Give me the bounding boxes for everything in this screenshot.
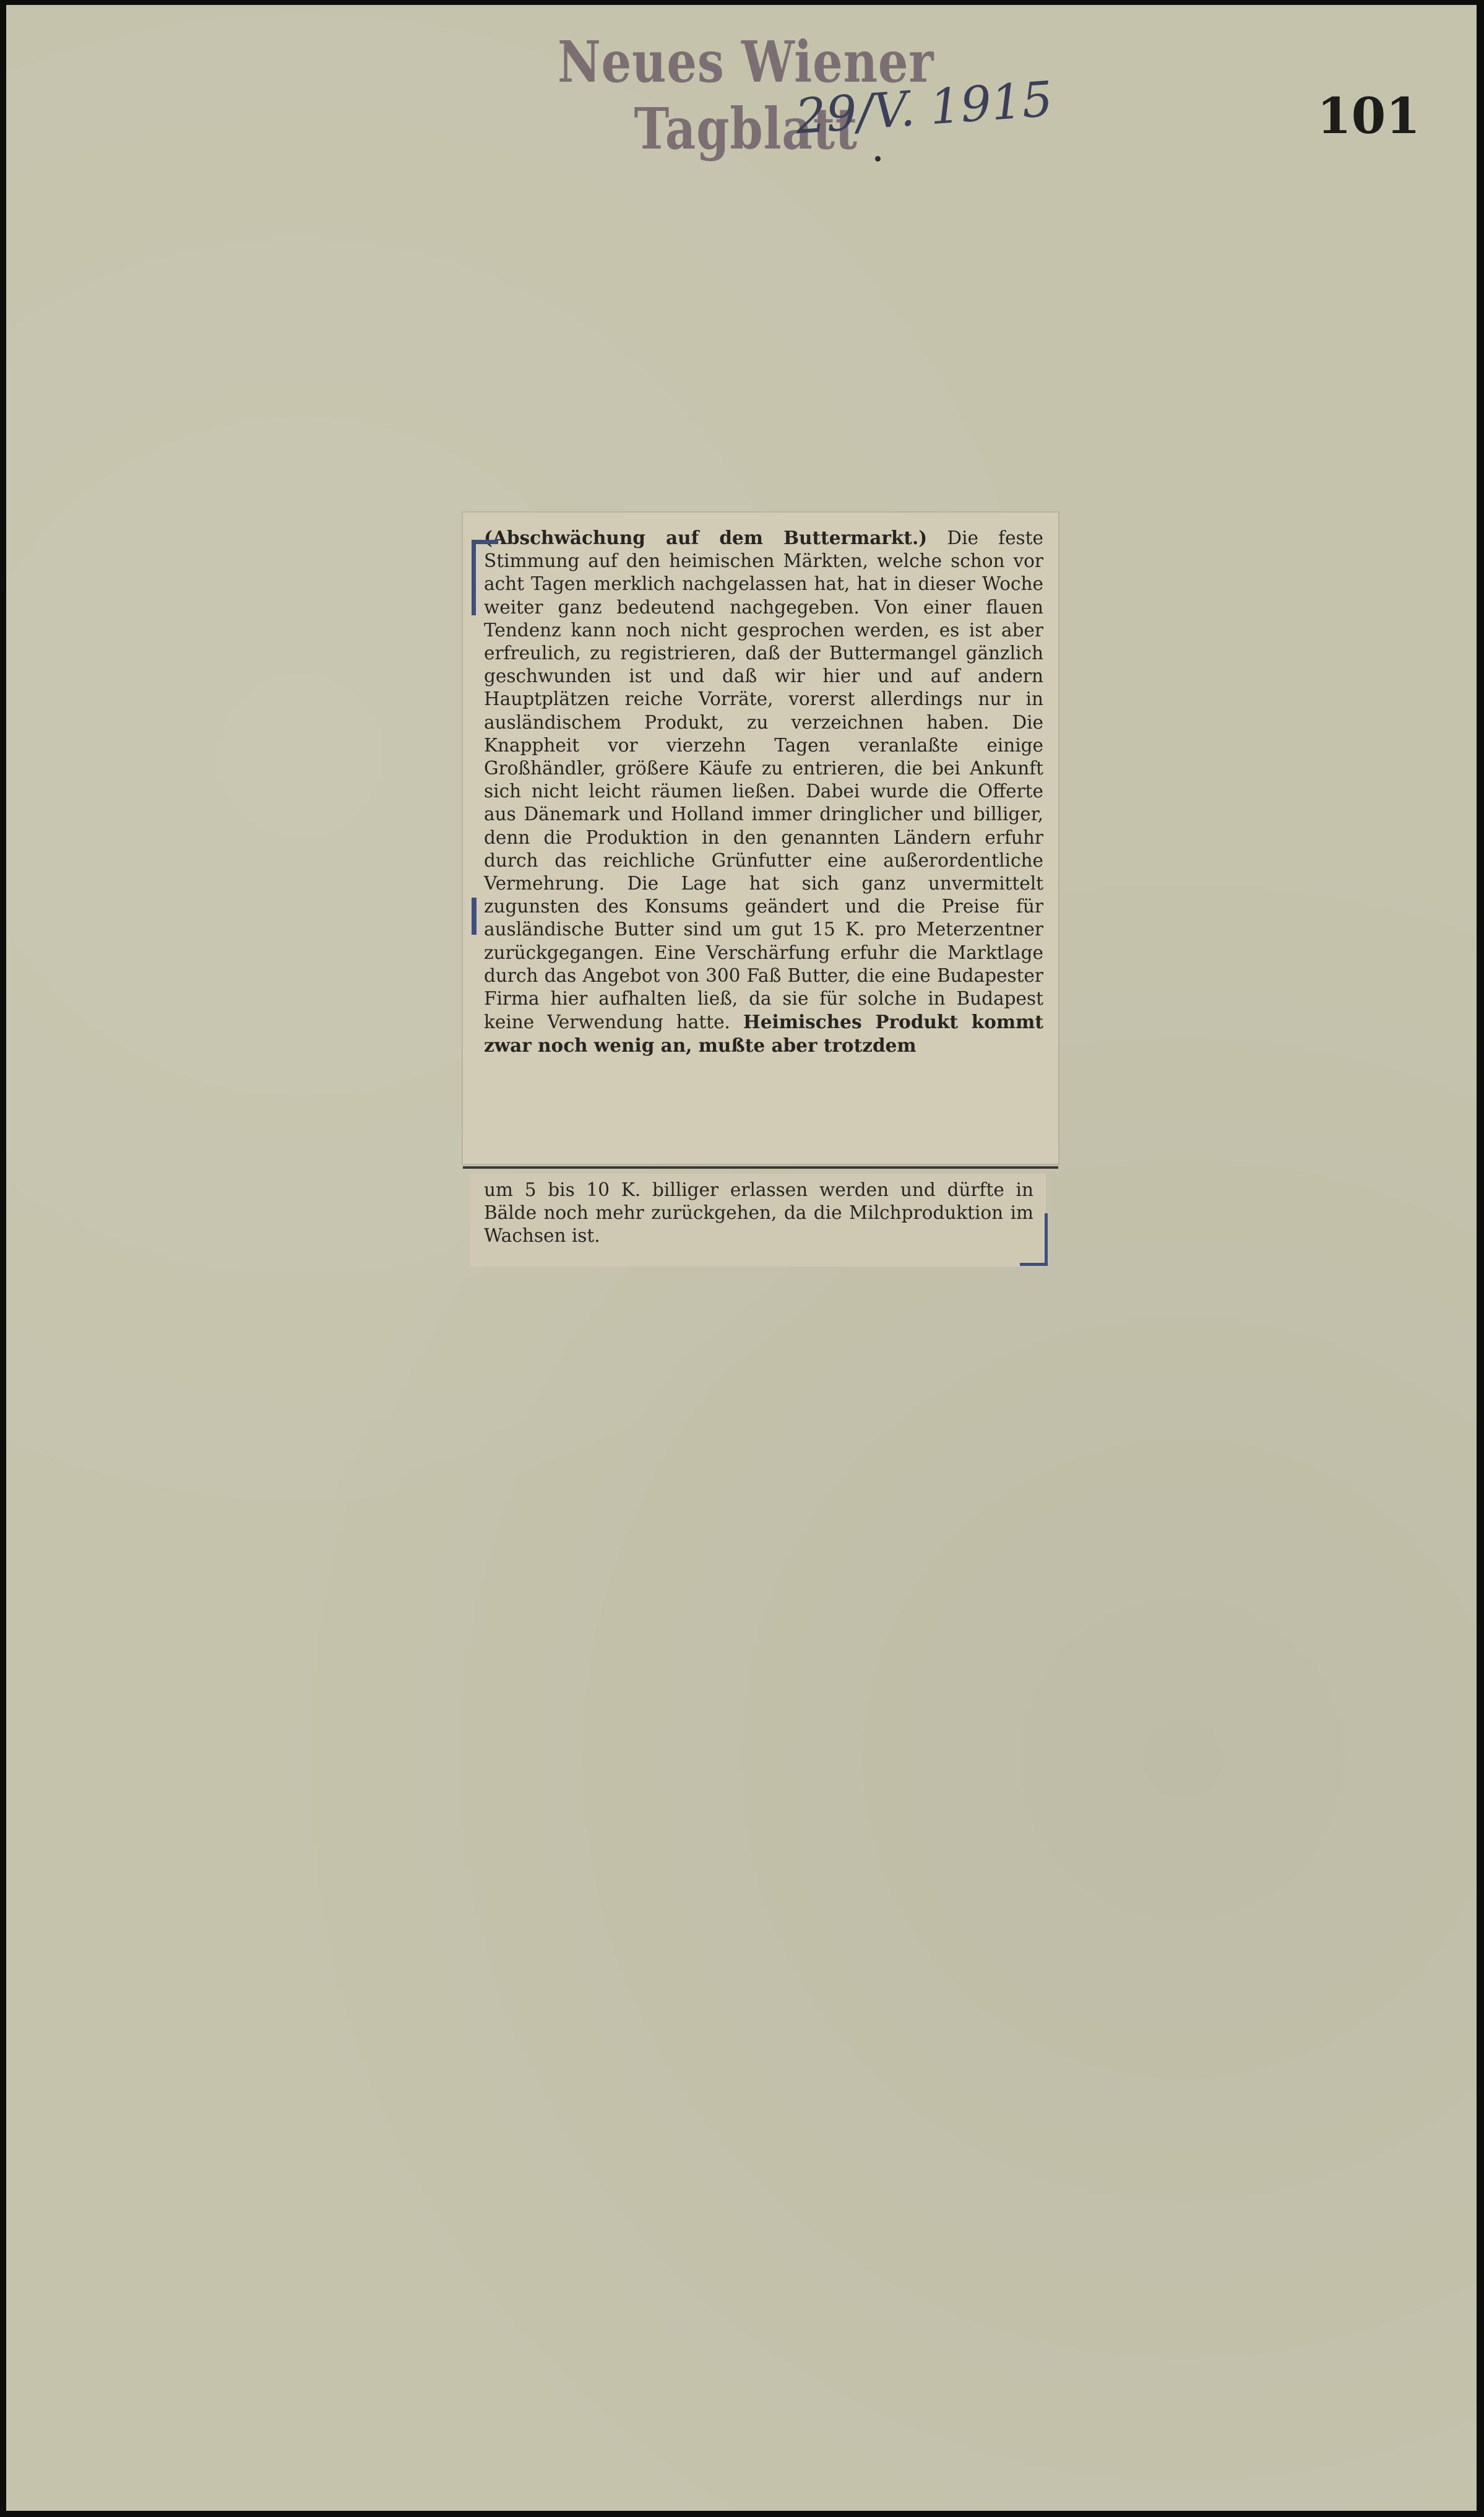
continuation-text: um 5 bis 10 K. billiger erlassen werden und dürfte in Bälde noch mehr zurückgehen, da die Milchproduktion im Wachsen ist. <box>484 1179 1033 1246</box>
article-text <box>484 526 1043 1058</box>
newspaper-clipping <box>463 513 1058 1164</box>
handwritten-date: 29/V. 1915 <box>793 71 1055 145</box>
pencil-bracket-top-left <box>472 540 498 615</box>
pencil-margin-mark <box>472 898 477 935</box>
article-body: Die feste Stimmung auf den heimischen Märkten, welche schon vor acht Tagen merklich nachgelassen hat, hat in dieser Woche weiter ganz bedeutend nachgegeben. Von einer flauen Tendenz kann noch nicht gesprochen werden, es ist aber erfreulich, zu registrieren, daß der Buttermangel gänzlich geschwunden ist und daß wir hier und auf andern Hauptplätzen reiche Vorräte, vorerst allerdings nur in ausländischem Produkt, zu verzeichnen haben. Die Knappheit vor vierzehn Tagen veranlaßte einige Großhändler, größere Käufe zu entrieren, die bei Ankunft sich nicht leicht räumen ließen. Dabei wurde die Offerte aus Dänemark und Holland immer dringlicher und billiger, denn die Produktion in den genannten Ländern erfuhr durch das reichliche Grünfutter eine außerordentliche Vermehrung. Die Lage hat sich ganz unvermittelt zugunsten des Konsums geändert und die Preise für ausländische Butter sind um gut 15 K. pro Meterzentner zurückgegangen. Eine Verschärfung erfuhr die Marktlage durch das Angebot von 300 Faß Butter, die eine Budapester Firma hier aufhalten ließ, da sie für solche in Budapest keine Verwendung hatte. <box>484 527 1043 1033</box>
page-number: 101 <box>1317 87 1420 145</box>
pencil-bracket-bottom-right <box>1020 1213 1048 1266</box>
ink-dot <box>875 156 881 162</box>
clipping-continuation <box>470 1174 1046 1267</box>
clipping-divider <box>463 1166 1058 1169</box>
newspaper-stamp: Neues Wiener Tagblatt <box>558 28 934 162</box>
article-body-bold: Heimisches Produkt kommt zwar noch wenig an, mußte aber trotzdem <box>484 1011 1043 1057</box>
article-headline: (Abschwächung auf dem Buttermarkt.) <box>484 527 928 548</box>
